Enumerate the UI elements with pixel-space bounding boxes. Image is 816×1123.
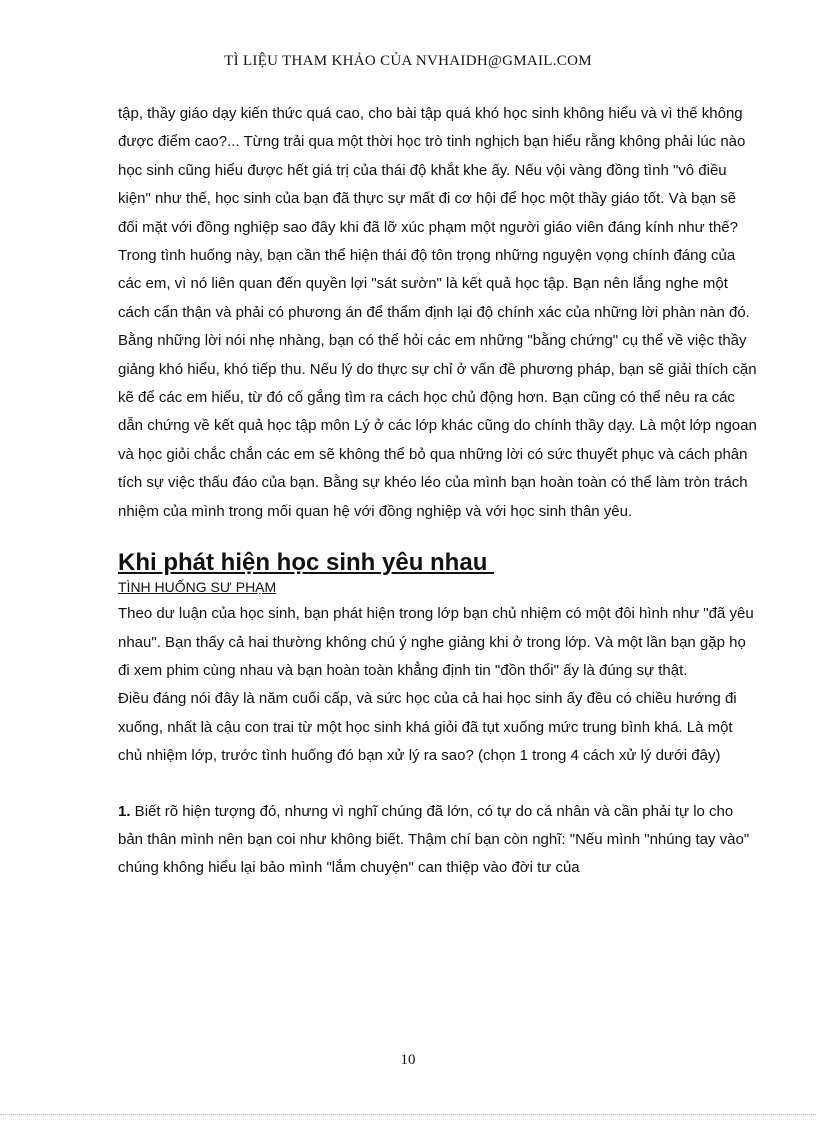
page-number: 10 [400, 1052, 416, 1068]
page-header: TÌ LIỆU THAM KHẢO CỦA NVHAIDH@GMAIL.COM [224, 53, 592, 69]
body-paragraph: tập, thầy giáo dạy kiến thức quá cao, cho bài tập quá khó học sinh không hiểu và vì thế không được điểm cao?... Từng trải qua một thời học trò tinh nghịch bạn hiểu rằng không phải lúc nào học sinh cũng hiểu được hết giá trị của thái độ khắt khe ấy. Nếu vội vàng đồng tình "vô điều kiện" như thế, học sinh của bạn đã thực sự mất đi cơ hội để học một thầy giáo tốt. Và bạn sẽ đối mặt với đồng nghiệp sao đây khi đã lỡ xúc phạm một người giáo viên đáng kính như thế? [118, 105, 746, 236]
body-paragraph: Điều đáng nói đây là năm cuối cấp, và sức học của cả hai học sinh ấy đều có chiều hướng đi xuống, nhất là cậu con trai từ một học sinh khá giỏi đã tụt xuống mức trung bình khá. Là một chủ nhiệm lớp, trước tình huống đó bạn xử lý ra sao? (chọn 1 trong 4 cách xử lý dưới đây) [118, 690, 737, 765]
paragraph-gap [118, 771, 758, 798]
page-bottom-divider [0, 1114, 816, 1115]
body-paragraph: Theo dư luận của học sinh, bạn phát hiện trong lớp bạn chủ nhiệm có một đôi hình như "đã yêu nhau". Bạn thấy cả hai thường không chú ý nghe giảng khi ở trong lớp. Và một lần bạn gặp họ đi xem phim cùng nhau và bạn hoàn toàn khẳng định tin "đồn thổi" ấy là đúng sự thật. [118, 605, 754, 679]
option-text: Biết rõ hiện tượng đó, nhưng vì nghĩ chúng đã lớn, có tự do cá nhân và cần phải tự lo cho bản thân mình nên bạn coi như không biết. Thậm chí bạn còn nghĩ: "Nếu mình "nhúng tay vào" chúng không hiểu lại bảo mình "lắm chuyện" can thiệp vào đời tư của [118, 802, 750, 877]
document-body [118, 100, 758, 883]
option-item [118, 798, 758, 883]
body-paragraph: Trong tình huống này, bạn cần thể hiện thái độ tôn trọng những nguyện vọng chính đáng của các em, vì nó liên quan đến quyền lợi "sát sườn" là kết quả học tập. Bạn nên lắng nghe một cách cẩn thận và phải có phương án để thẩm định lại độ chính xác của những lời phàn nàn đó. Bằng những lời nói nhẹ nhàng, bạn có thể hỏi các em những "bằng chứng" cụ thể về việc thầy giảng khó hiểu, khó tiếp thu. Nếu lý do thực sự chỉ ở vấn đề phương pháp, bạn sẽ giải thích cặn kẽ để các em hiểu, từ đó cố gắng tìm ra cách học chủ động hơn. Bạn cũng có thể nêu ra các dẫn chứng về kết quả học tập môn Lý ở các lớp khác cũng do chính thầy dạy. Là một lớp ngoan và học giỏi chắc chắn các em sẽ không thể bỏ qua những lời có sức thuyết phục và cách phân tích sự việc thấu đáo của bạn. Bằng sự khéo léo của mình bạn hoàn toàn có thể làm tròn trách nhiệm của mình trong mối quan hệ với đồng nghiệp và với học sinh thân yêu. [118, 247, 757, 520]
section-subheading: TÌNH HUỐNG SƯ PHẠM [118, 579, 277, 596]
option-number: 1. [118, 802, 131, 820]
section-heading: Khi phát hiện học sinh yêu nhau [118, 549, 495, 577]
